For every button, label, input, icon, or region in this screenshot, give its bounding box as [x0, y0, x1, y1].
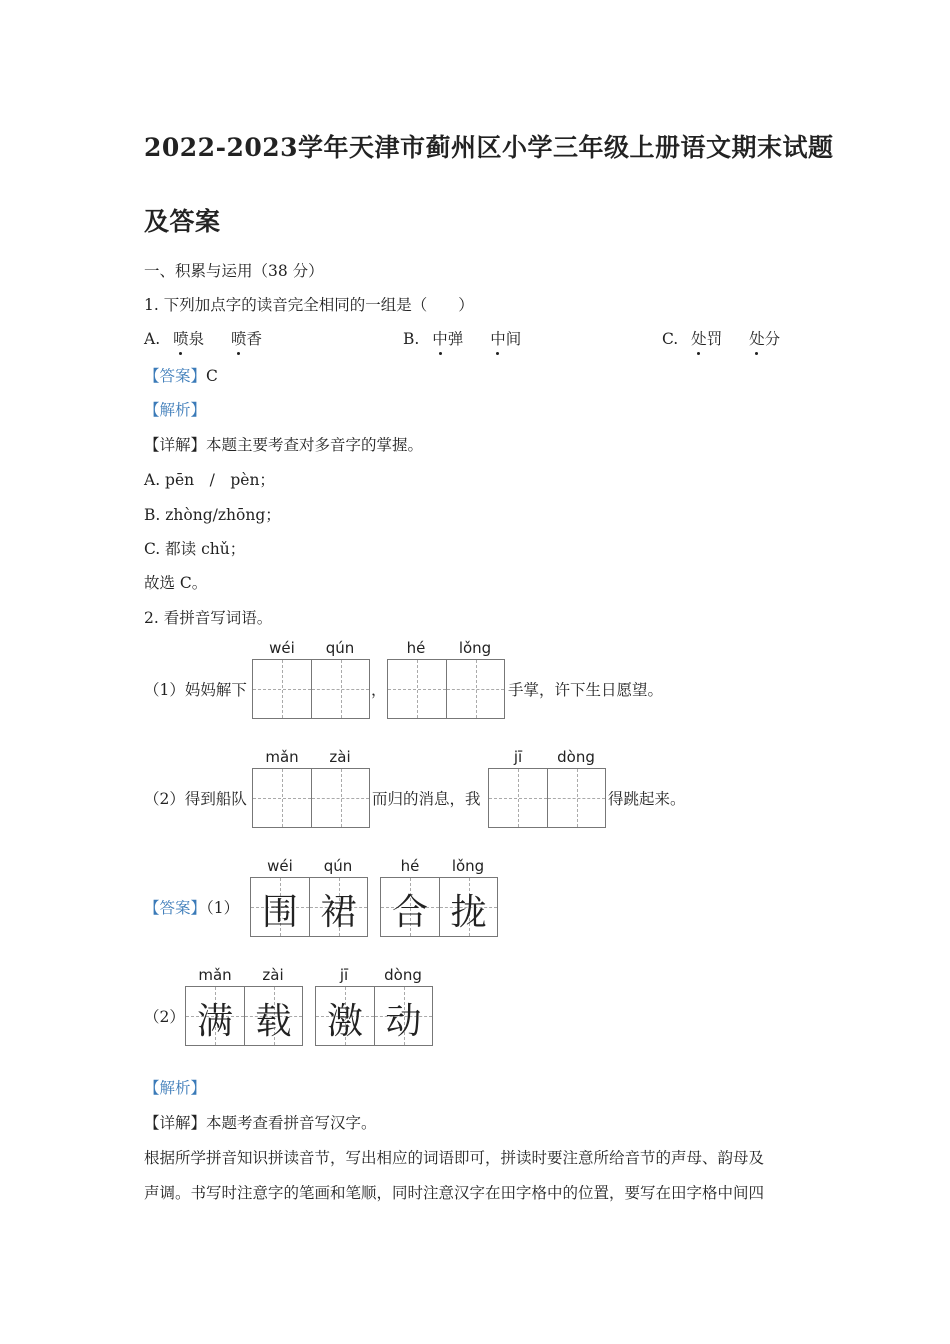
pinyin-label: zài: [262, 966, 284, 984]
q1-option-b: [403, 327, 521, 349]
pinyin-label: zài: [329, 748, 351, 766]
section-heading: 一、积累与运用（38 分）: [144, 262, 324, 280]
char: 间: [505, 330, 522, 348]
answer-char: 围: [261, 892, 298, 933]
pinyin-label: mǎn: [198, 966, 232, 984]
q2-detail: 【详解】本题考查看拼音写汉字。: [144, 1114, 377, 1132]
tianzige-answer: [185, 986, 303, 1046]
dotted-char: 处: [691, 327, 707, 349]
char: 弹: [447, 330, 464, 348]
q1-line-a: A. pēn / pèn；: [144, 471, 275, 489]
pinyin-label: qún: [323, 857, 353, 875]
tianzige-box[interactable]: [252, 768, 370, 828]
pinyin-label: jī: [339, 966, 349, 984]
pinyin-label: wéi: [269, 639, 295, 657]
answer-char: 裙: [320, 892, 357, 933]
tianzige-box[interactable]: [387, 659, 505, 719]
pinyin-label: mǎn: [265, 748, 299, 766]
q1-analysis-tag: 【解析】: [144, 401, 207, 419]
answer-char: 激: [326, 1001, 363, 1042]
dotted-char: 中: [490, 327, 506, 349]
pinyin-label: hé: [406, 639, 426, 657]
q2-s2-mid: 而归的消息，我: [372, 790, 481, 808]
answer-label: （1）: [206, 899, 240, 917]
pinyin-label: jī: [513, 748, 523, 766]
answer-char: 动: [385, 1001, 422, 1042]
q2-answer-1: [144, 896, 239, 918]
pinyin-label: hé: [400, 857, 420, 875]
q2-para2: 声调。书写时注意字的笔画和笔顺，同时注意汉字在田字格中的位置，要写在田字格中间四: [144, 1184, 765, 1202]
pinyin-label: dòng: [557, 748, 595, 766]
q2-s1-mid: ，: [371, 681, 387, 699]
dotted-char: 中: [432, 327, 448, 349]
option-label: C.: [662, 330, 679, 348]
char: 泉: [188, 330, 205, 348]
q2-para1: 根据所学拼音知识拼读音节，写出相应的词语即可，拼读时要注意所给音节的声母、韵母及: [144, 1149, 765, 1167]
q1-option-a: [144, 327, 262, 349]
doc-title: 2022-2023学年天津市蓟州区小学三年级上册语文期末试题: [144, 133, 834, 162]
pinyin-label: dòng: [384, 966, 422, 984]
tianzige-answer: [315, 986, 433, 1046]
q1-conclusion: 故选 C。: [144, 574, 208, 592]
q1-answer: [144, 364, 218, 386]
q2-s2-suffix: 得跳起来。: [608, 790, 686, 808]
q1-line-b: B. zhòng/zhōng；: [144, 506, 281, 524]
dotted-char: 喷: [231, 327, 247, 349]
answer-char: 满: [196, 1001, 233, 1042]
q2-s1-prefix: （1）妈妈解下: [144, 681, 247, 699]
q2-s1-suffix: 手掌，许下生日愿望。: [508, 681, 664, 699]
tianzige-box[interactable]: [488, 768, 606, 828]
answer-tag: 【答案】: [144, 367, 207, 385]
pinyin-label: lǒng: [451, 857, 485, 875]
pinyin-label: lǒng: [458, 639, 492, 657]
char: 分: [764, 330, 781, 348]
tianzige-answer: [380, 877, 498, 937]
q1-detail: 【详解】本题主要考查对多音字的掌握。: [144, 436, 424, 454]
tianzige-answer: [250, 877, 368, 937]
option-label: A.: [144, 330, 161, 348]
q2-stem: 2. 看拼音写词语。: [144, 609, 273, 627]
tianzige-box[interactable]: [252, 659, 370, 719]
doc-title-cont: 及答案: [144, 207, 221, 236]
q2-answer-2-label: （2）: [144, 1008, 185, 1026]
dotted-char: 喷: [173, 327, 189, 349]
answer-char: 合: [391, 892, 428, 933]
dotted-char: 处: [749, 327, 765, 349]
q2-analysis-tag: 【解析】: [144, 1079, 207, 1097]
pinyin-label: wéi: [267, 857, 293, 875]
answer-char: 拢: [450, 892, 487, 933]
answer-tag: 【答案】: [144, 899, 207, 917]
char: 香: [246, 330, 263, 348]
option-label: B.: [403, 330, 420, 348]
char: 罚: [706, 330, 723, 348]
pinyin-label: qún: [325, 639, 355, 657]
q1-option-c: [662, 327, 780, 349]
q1-line-c: C. 都读 chǔ；: [144, 540, 246, 558]
q2-s2-prefix: （2）得到船队: [144, 790, 247, 808]
q1-stem: 1. 下列加点字的读音完全相同的一组是（ ）: [144, 296, 474, 314]
answer-char: 载: [255, 1001, 292, 1042]
answer-value: C: [206, 367, 218, 385]
